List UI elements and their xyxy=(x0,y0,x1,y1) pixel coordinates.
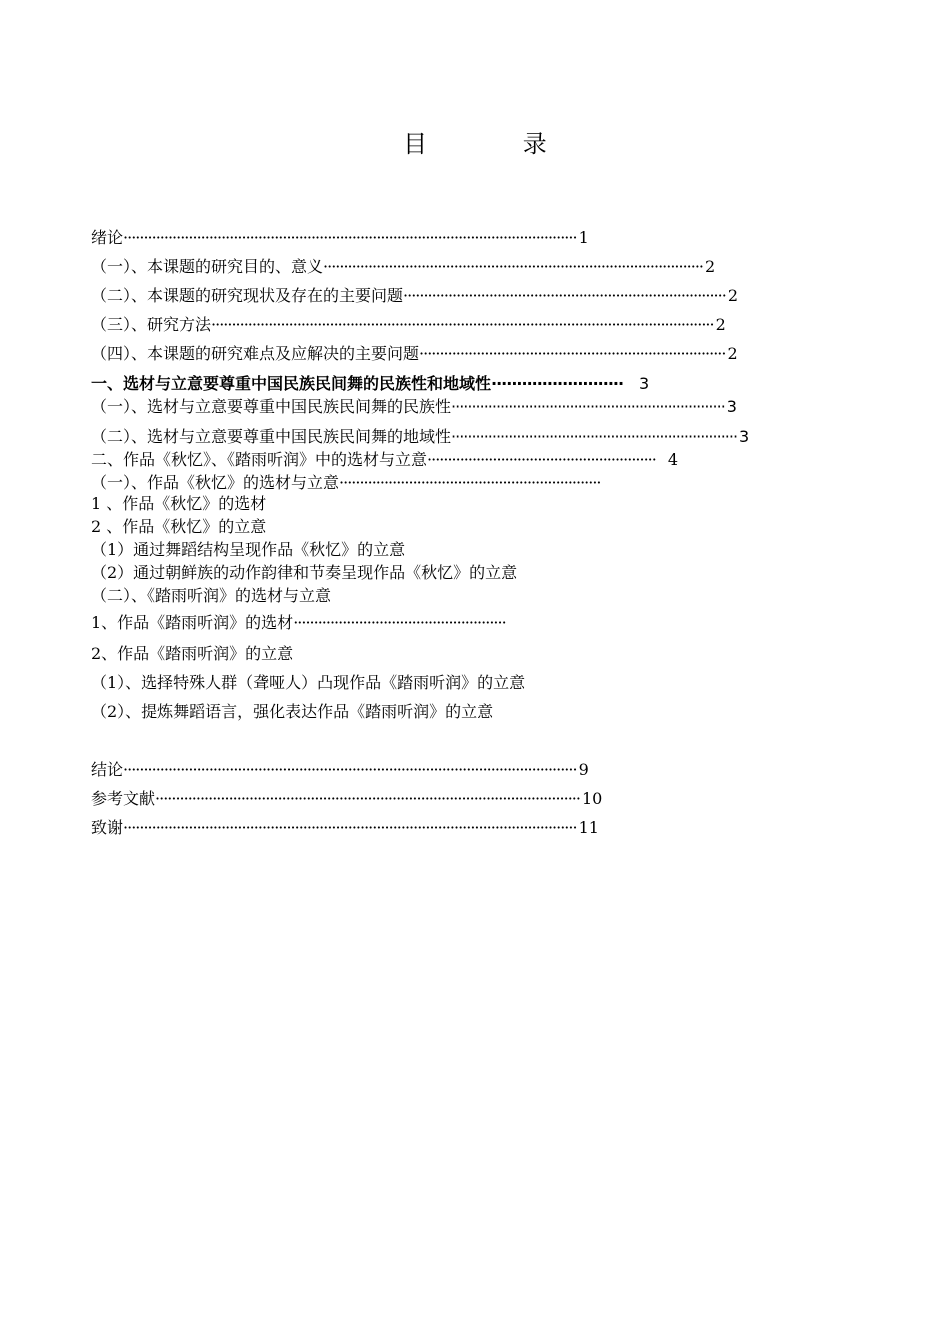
toc-entry-label: （二）、《踏雨听润》的选材与立意 xyxy=(91,586,332,605)
toc-entry-references[interactable] xyxy=(91,789,602,809)
toc-entry-qiuyi[interactable] xyxy=(91,473,601,493)
toc-page-number: 2 xyxy=(727,286,738,305)
toc-entry-chapter-one[interactable] xyxy=(91,374,649,394)
page-title: 目 录 xyxy=(403,130,591,158)
toc-entry-label: （二）、本课题的研究现状及存在的主要问题 xyxy=(91,286,404,305)
toc-entry-label: 参考文献 xyxy=(91,789,156,808)
toc-leader-dots: ··············································································································· xyxy=(123,818,577,837)
toc-entry-label: 结论 xyxy=(91,760,124,779)
toc-entry-label: （一）、选材与立意要尊重中国民族民间舞的民族性 xyxy=(91,397,452,416)
toc-entry-ethnicity[interactable] xyxy=(91,397,737,417)
toc-entry-introduction[interactable] xyxy=(91,228,589,248)
toc-page-number: 10 xyxy=(581,789,603,808)
toc-entry-label: （三）、研究方法 xyxy=(91,315,212,334)
toc-entry-chapter-two[interactable] xyxy=(91,450,678,470)
toc-entry-tayu-language[interactable] xyxy=(91,702,493,722)
toc-entry-tayu[interactable] xyxy=(91,586,331,606)
toc-entry-label: 2、作品《踏雨听润》的立意 xyxy=(91,644,294,663)
toc-leader-dots: ········································································································ xyxy=(155,789,580,808)
toc-leader-dots: ························································ xyxy=(427,450,656,469)
toc-entry-research-status[interactable] xyxy=(91,286,738,306)
toc-entry-label: 二、作品《秋忆》、《踏雨听润》中的选材与立意 xyxy=(91,450,428,469)
toc-entry-label: （2）通过朝鲜族的动作韵律和节奏呈现作品《秋忆》的立意 xyxy=(91,563,518,582)
toc-entry-qiuyi-material[interactable] xyxy=(91,494,266,514)
toc-leader-dots: ································································ xyxy=(339,473,601,492)
toc-entry-label: 1 、作品《秋忆》的选材 xyxy=(91,494,267,513)
toc-page-number: 4 xyxy=(667,450,679,469)
toc-entry-label: （一）、本课题的研究目的、意义 xyxy=(91,257,324,276)
toc-entry-label: 一、选材与立意要尊重中国民族民间舞的民族性和地域性 xyxy=(91,374,492,393)
toc-page-number: 3 xyxy=(639,374,650,393)
toc-leader-dots: ··············································································································· xyxy=(123,228,577,247)
toc-leader-dots: ···················································· xyxy=(293,613,506,632)
toc-page-number: 1 xyxy=(578,228,589,247)
toc-entry-label: （四）、本课题的研究难点及应解决的主要问题 xyxy=(91,344,420,363)
toc-entry-qiuyi-structure[interactable] xyxy=(91,540,405,560)
toc-entry-label: （二）、选材与立意要尊重中国民族民间舞的地域性 xyxy=(91,427,452,446)
toc-entry-research-purpose[interactable] xyxy=(91,257,715,277)
toc-leader-dots: ··························································································································· xyxy=(211,315,714,334)
toc-entry-tayu-special-group[interactable] xyxy=(91,673,525,693)
toc-entry-research-difficulties[interactable] xyxy=(91,344,738,364)
toc-leader-dots: ··········································································· xyxy=(419,344,726,363)
toc-page-number: 3 xyxy=(739,427,750,446)
toc-entry-tayu-conception[interactable] xyxy=(91,644,293,664)
toc-entry-label: 致谢 xyxy=(91,818,124,837)
toc-entry-label: （1）通过舞蹈结构呈现作品《秋忆》的立意 xyxy=(91,540,406,559)
toc-leader-dots: ··············································································· xyxy=(403,286,726,305)
toc-entry-label: 1、作品《踏雨听润》的选材 xyxy=(91,613,294,632)
toc-entry-conclusion[interactable] xyxy=(91,760,589,780)
toc-entry-label: （1）、选择特殊人群（聋哑人）凸现作品《踏雨听润》的立意 xyxy=(91,673,526,692)
toc-entry-acknowledgements[interactable] xyxy=(91,818,599,838)
toc-entry-label: 绪论 xyxy=(91,228,124,247)
toc-leader-dots: ······································································ xyxy=(451,427,738,446)
toc-page-number: 2 xyxy=(715,315,726,334)
toc-entry-regionality[interactable] xyxy=(91,427,749,447)
toc-page-number: 3 xyxy=(726,397,737,416)
toc-entry-label: （2）、提炼舞蹈语言，强化表达作品《踏雨听润》的立意 xyxy=(91,702,494,721)
toc-leader-dots: ····························································································· xyxy=(323,257,704,276)
toc-page-number: 11 xyxy=(578,818,599,837)
toc-entry-tayu-material[interactable] xyxy=(91,613,506,633)
toc-page-number: 9 xyxy=(578,760,589,779)
toc-leader-dots: ··············································································································· xyxy=(123,760,577,779)
toc-entry-qiuyi-rhythm[interactable] xyxy=(91,563,517,583)
toc-entry-research-method[interactable] xyxy=(91,315,726,335)
toc-leader-dots: ··································································· xyxy=(451,397,725,416)
toc-entry-label: 2 、作品《秋忆》的立意 xyxy=(91,517,267,536)
toc-entry-label: （一）、作品《秋忆》的选材与立意 xyxy=(91,473,340,492)
toc-page-number: 2 xyxy=(727,344,738,363)
toc-entry-qiuyi-conception[interactable] xyxy=(91,517,266,537)
toc-leader-dots: ·························· xyxy=(491,374,624,393)
toc-page-number: 2 xyxy=(705,257,716,276)
